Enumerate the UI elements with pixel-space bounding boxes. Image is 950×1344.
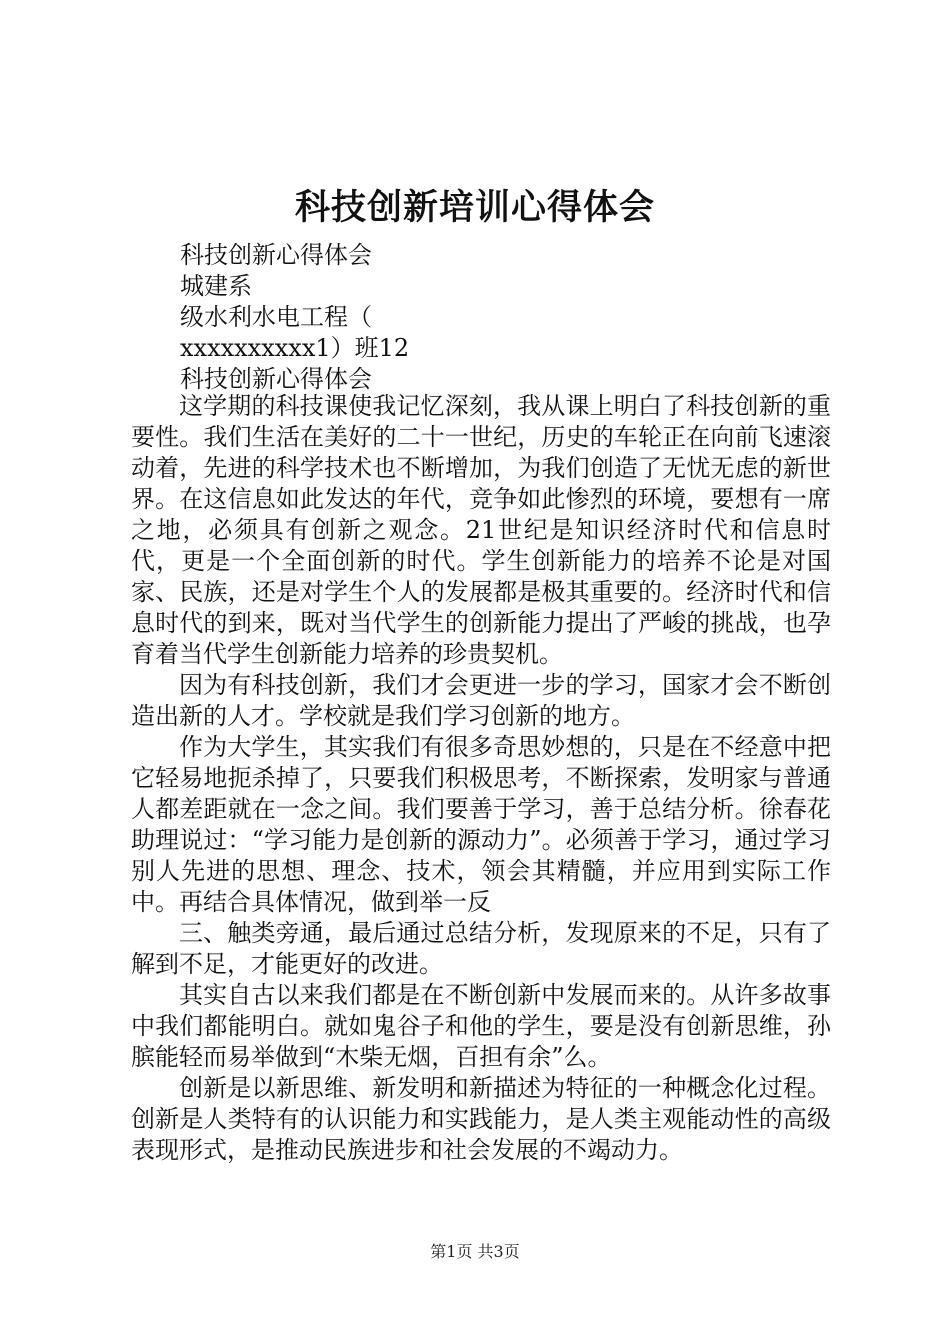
body-text [131,391,831,1166]
paragraph-1: 这学期的科技课使我记忆深刻，我从课上明白了科技创新的重要性。我们生活在美好的二十一世纪，历史的车轮正在向前飞速滚动着，先进的科学技术也不断增加，为我们创造了无忧无虑的新世界。在这信息如此发达的年代，竞争如此惨烈的环境，要想有一席之地，必须具有创新之观念。21世纪是知识经济时代和信息时代，更是一个全面创新的时代。学生创新能力的培养不论是对国家、民族，还是对学生个人的发展都是极其重要的。经济时代和信息时代的到来，既对当代学生的创新能力提出了严峻的挑战，也孕育着当代学生创新能力培养的珍贵契机。 [131,392,831,668]
header-block [180,240,840,395]
document-title: 科技创新培训心得体会 [294,187,655,228]
paragraph-2: 因为有科技创新，我们才会更进一步的学习，国家才会不断创造出新的人才。学校就是我们学习创新的地方。 [131,671,831,730]
header-line-department: 城建系 [180,272,252,300]
paragraph-6: 创新是以新思维、新发明和新描述为特征的一种概念化过程。创新是人类特有的认识能力和实践能力，是人类主观能动性的高级表现形式，是推动民族进步和社会发展的不竭动力。 [131,1074,831,1164]
header-line-subtitle: 科技创新心得体会 [180,365,372,393]
page-footer: 第1页 共3页 [430,1242,520,1261]
header-line-class: xxxxxxxxxx1）班12 [180,334,410,362]
paragraph-5: 其实自古以来我们都是在不断创新中发展而来的。从许多故事中我们都能明白。就如鬼谷子和他的学生，要是没有创新思维，孙膑能轻而易举做到“木柴无烟，百担有余”么。 [131,981,831,1071]
header-line-major: 级水利水电工程（ [180,303,372,331]
paragraph-3: 作为大学生，其实我们有很多奇思妙想的，只是在不经意中把它轻易地扼杀掉了，只要我们积极思考，不断探索，发明家与普通人都差距就在一念之间。我们要善于学习，善于总结分析。徐春花助理说过：“学习能力是创新的源动力”。必须善于学习，通过学习别人先进的思想、理念、技术，领会其精髓，并应用到实际工作中。再结合具体情况，做到举一反 [131,733,831,916]
paragraph-4: 三、触类旁通，最后通过总结分析，发现原来的不足，只有了解到不足，才能更好的改进。 [131,919,831,978]
header-line-article-title: 科技创新心得体会 [180,241,372,269]
